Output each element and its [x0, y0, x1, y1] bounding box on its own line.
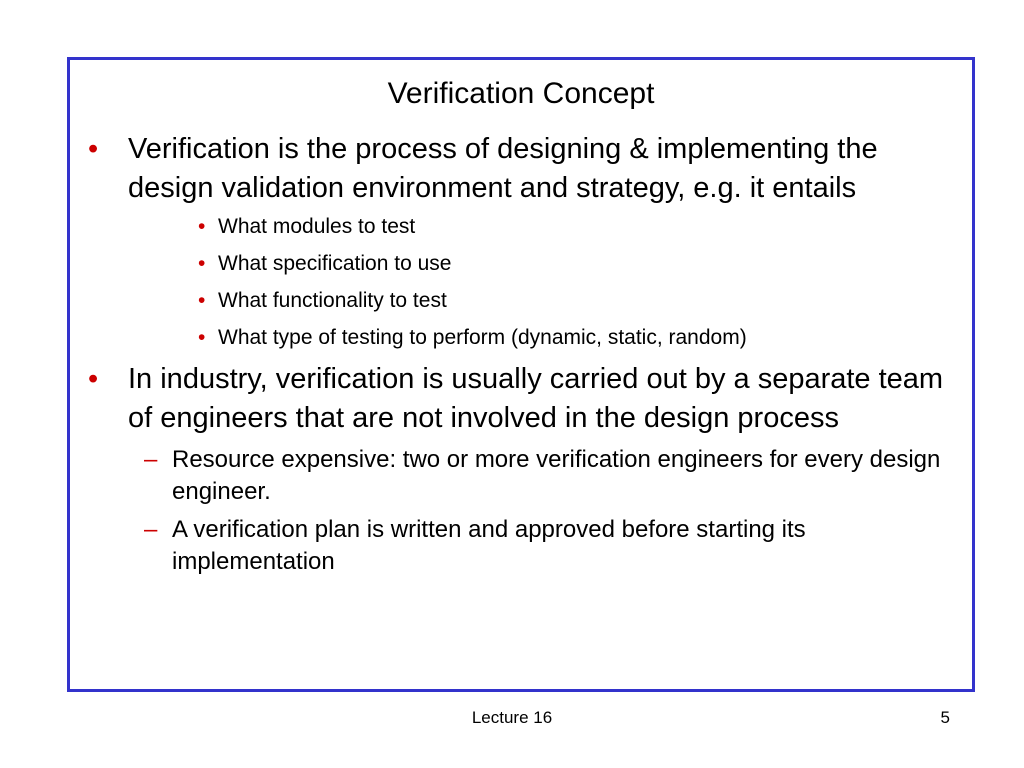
sub-bullet-text: What type of testing to perform (dynamic, static, random)	[218, 326, 747, 349]
slide-content	[70, 130, 972, 578]
bullet-item	[70, 360, 972, 438]
dash-item	[70, 514, 972, 578]
dash-text: A verification plan is written and approved before starting its implementation	[172, 516, 806, 575]
sub-bullet-text: What specification to use	[218, 252, 452, 275]
slide-frame	[67, 57, 975, 692]
slide-title: Verification Concept	[387, 77, 655, 110]
sub-bullet-icon: •	[198, 215, 206, 238]
bullet-icon: •	[88, 363, 99, 395]
sub-bullet-icon: •	[198, 326, 206, 349]
footer-lecture: Lecture 16	[471, 708, 553, 727]
sub-bullet-text: What functionality to test	[218, 289, 447, 312]
sub-bullet-item	[70, 245, 972, 282]
sub-bullet-text: What modules to test	[218, 215, 416, 238]
sub-bullet-item	[70, 282, 972, 319]
sub-bullet-icon: •	[198, 289, 206, 312]
bullet-text: In industry, verification is usually carried out by a separate team of engineers that are not involved in the design process	[128, 363, 944, 434]
dash-icon: –	[144, 516, 158, 543]
sub-bullet-item	[70, 208, 972, 245]
footer-page-number: 5	[940, 708, 950, 727]
sub-bullet-item	[70, 319, 972, 356]
dash-item	[70, 444, 972, 508]
dash-icon: –	[144, 446, 158, 473]
bullet-item	[70, 130, 972, 208]
bullet-text: Verification is the process of designing & implementing the design validation environment and strategy, e.g. it entails	[128, 133, 878, 204]
dash-text: Resource expensive: two or more verification engineers for every design engineer.	[172, 446, 941, 505]
sub-bullet-icon: •	[198, 252, 206, 275]
bullet-icon: •	[88, 133, 99, 165]
